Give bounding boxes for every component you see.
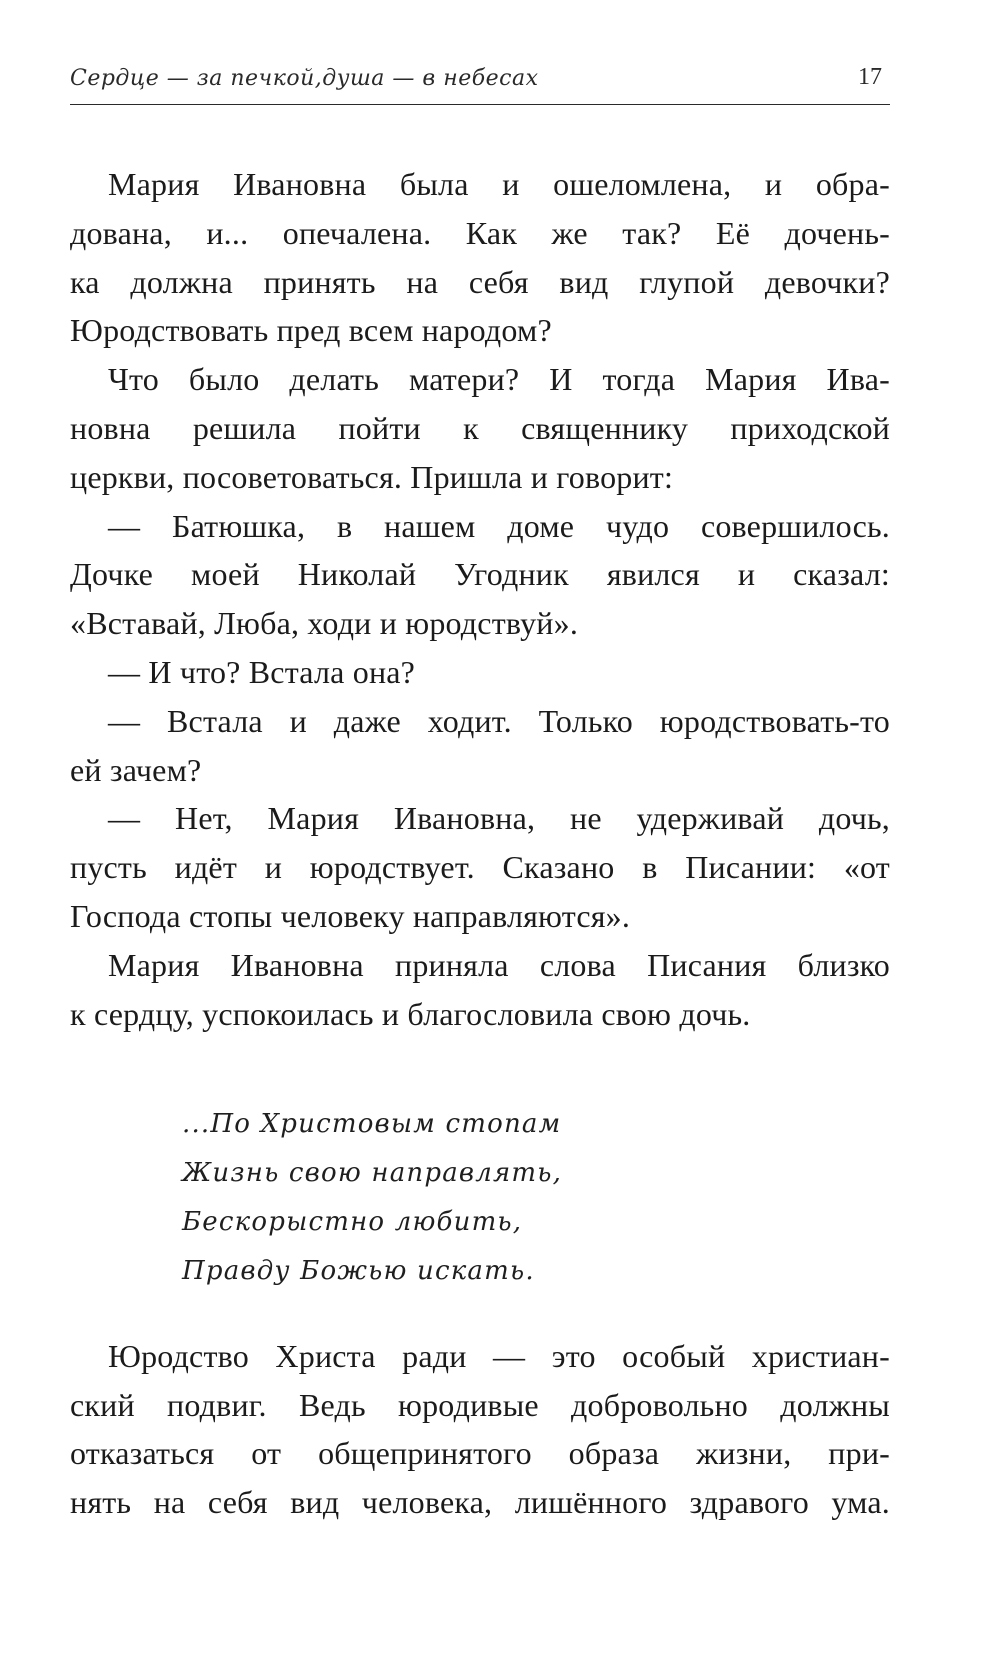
text-line: ей зачем? [70, 751, 202, 788]
text-line: Господа стопы человеку направляются». [70, 897, 631, 934]
poem-line: ...По Христовым стопам [182, 1109, 562, 1139]
text-line: Что было делать матери? И тогда Мария Ива- [108, 361, 890, 398]
text-line: Мария Ивановна была и ошеломлена, и обра- [108, 166, 890, 202]
text-line: Дочке моей Николай Угодник явился и сказал: [70, 556, 890, 593]
page-number: 17 [858, 64, 882, 90]
text-line: пусть идёт и юродствует. Сказано в Писании: «от [70, 849, 890, 886]
text-line: дована, и... опечалена. Как же так? Её дочень- [70, 214, 890, 251]
text-line: Юродство Христа ради — это особый христиан- [108, 1338, 890, 1374]
text-line: ский подвиг. Ведь юродивые добровольно должны [70, 1386, 890, 1423]
text-line: к сердцу, успокоилась и благословила свою дочь. [70, 995, 751, 1032]
text-line: Мария Ивановна приняла слова Писания близко [108, 946, 890, 983]
main-text-block [70, 160, 890, 1038]
poem-line: Бескорыстно любить, [182, 1207, 523, 1237]
text-line: — Нет, Мария Ивановна, не удерживай дочь, [108, 800, 890, 837]
poem-line: Правду Божью искать. [182, 1256, 535, 1286]
poem-block [182, 1100, 822, 1296]
closing-text-block [70, 1332, 890, 1526]
text-line: — Батюшка, в нашем доме чудо совершилось. [108, 507, 890, 544]
text-line: ка должна принять на себя вид глупой девочки? [70, 263, 890, 300]
text-line: нять на себя вид человека, лишённого здравого ума. [70, 1483, 890, 1520]
text-line: отказаться от общепринятого образа жизни, при- [70, 1435, 890, 1471]
text-line: «Вставай, Люба, ходи и юродствуй». [70, 605, 579, 642]
text-line: Юродствовать пред всем народом? [70, 312, 552, 349]
text-line: церкви, посоветоваться. Пришла и говорит: [70, 458, 674, 495]
running-title: Сердце — за печкой,душа — в небесах [70, 66, 539, 91]
text-line: — И что? Встала она? [108, 653, 416, 690]
text-line: новна решила пойти к священнику приходской [70, 409, 890, 446]
poem-line: Жизнь свою направлять, [182, 1158, 563, 1188]
running-header [70, 62, 890, 105]
text-line: — Встала и даже ходит. Только юродствовать-то [108, 702, 890, 739]
